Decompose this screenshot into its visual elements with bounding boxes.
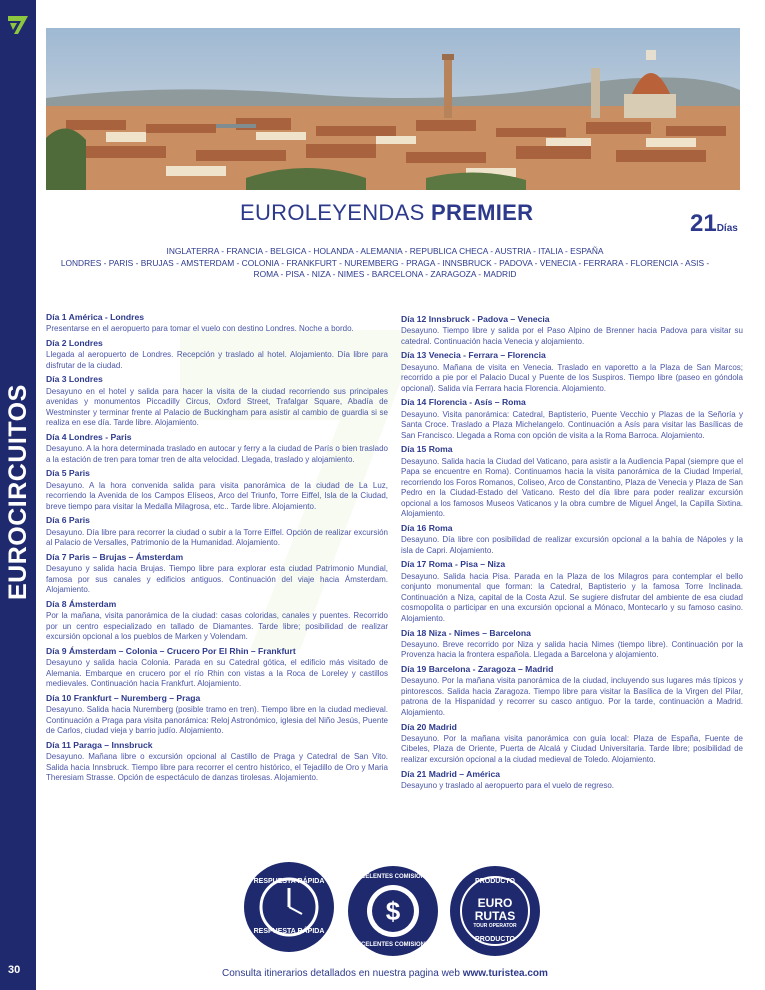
operator-text: TOUR OPERATOR <box>473 923 517 929</box>
itinerary-day-title: Día 6 Paris <box>46 515 90 526</box>
itinerary-day-text: Desayuno. Mañana libre o excursión opcional al Castillo de Praga y Catedral de San Vito. Salida hacia Innsbruck. Tiempo libre para recorrer el centro histórico, el Tejadillo de Oro y Maria Theresiam Strasse. Opción de espectáculo de danzas tirolesas. Alojamiento. <box>46 752 388 783</box>
itinerary-day-text: Desayuno y salida hacia Brujas. Tiempo libre para explorar esta ciudad Patrimonio Mundial, famosa por sus canales y edificios antiguos. Continuación del viaje hacia Ámsterdam. Alojamiento. <box>46 564 388 595</box>
itinerary-day-title: Día 21 Madrid – América <box>401 768 501 779</box>
itinerary-day-title: Día 17 Roma - Pisa – Niza <box>401 559 506 570</box>
itinerary-day-text: Desayuno. Por la mañana visita panorámica de la ciudad, incluyendo sus lugares más típicos y pintorescos. Salida hacia Zaragoza. Tiempo libre para visitar la Basílica de la Virgen del Pilar, patrona de la Hispanidad y recorrer su casco antiguo. Por la tarde, continuación a Madrid. Alojamiento. <box>401 676 743 717</box>
itinerary-day-title: Día 4 Londres - Paris <box>46 431 132 442</box>
itinerary-right-column <box>401 314 743 794</box>
itinerary-day <box>401 722 743 766</box>
cities-list <box>60 258 710 281</box>
fast-response-bottom-text: RESPUESTA RÁPIDA <box>253 928 325 935</box>
itinerary-day-text: Desayuno. A la hora determinada traslado en autocar y ferry a la ciudad de París o bien traslado a la estación de tren para tomar tren de alta velocidad. Llegada, traslado y alojamiento. <box>46 444 388 464</box>
itinerary-day-text: Desayuno. Por la mañana visita panorámica con guía local: Plaza de España, Fuente de Cibeles, Plaza de Oriente, Puerta de Alcalá y Ciudad Universitaria. Tarde libre; posibilidad de realizar excursión opcional a la ciudad medieval de Toledo. Alojamiento. <box>401 733 743 764</box>
itinerary-day-title: Día 18 Niza - Nimes – Barcelona <box>401 627 531 638</box>
itinerary-day-title: Día 2 Londres <box>46 337 103 348</box>
itinerary-day <box>401 664 743 719</box>
itinerary-day <box>401 523 743 556</box>
itinerary-day <box>401 314 743 347</box>
itinerary-day-text: Por la mañana, visita panorámica de la ciudad: casas coloridas, canales y puentes. Recorrido por un centro especializado en tallado de Diamantes. Tarde libre; posibilidad de realizar excursión opcional a los pueblos de Marken y Volendam. <box>46 611 388 642</box>
days-number: 21 <box>690 210 717 237</box>
itinerary-day-title: Día 11 Paraga – Innsbruck <box>46 739 153 750</box>
itinerary-day-title: Día 5 Paris <box>46 468 90 479</box>
itinerary-day-text: Presentarse en el aeropuerto para tomar el vuelo con destino Londres. Noche a bordo. <box>46 324 354 334</box>
footer-text: Consulta itinerarios detallados en nuestra pagina web <box>222 968 460 979</box>
sidebar <box>0 0 36 990</box>
itinerary-day <box>46 646 388 690</box>
itinerary-day <box>401 559 743 624</box>
itinerary-day-title: Día 12 Innsbruck - Padova – Venecia <box>401 314 550 324</box>
fast-response-badge <box>244 862 334 952</box>
cities-line-1: LONDRES - PARIS - BRUJAS - AMSTERDAM - COLONIA - FRANKFURT - NUREMBERG - PRAGA - INNSBRUCK - PADOVA - VENECIA - FERRARA - FLORENCIA - ASIS - <box>60 258 710 268</box>
itinerary-day <box>46 338 388 371</box>
product-top-text: PRODUCTO <box>475 878 515 885</box>
itinerary-day <box>46 432 388 465</box>
itinerary-day-text: Desayuno. Salida hacia Pisa. Parada en la Plaza de los Milagros para contemplar el bello conjunto monumental que forman: la Catedral, Baptisterio y la famosa Torre Inclinada. Continuación a Niza, capital de la Costa Azul. Se sugiere disfrutar del ambiente de esa ciudad cosmopolita o participar en una excursión opcional a Mónaco, Montecarlo y su famoso casino. Alojamiento. <box>401 571 743 623</box>
itinerary-day-title: Día 3 Londres <box>46 374 103 385</box>
itinerary-day <box>46 374 388 429</box>
itinerary-day <box>401 350 743 394</box>
days-unit: Días <box>716 223 738 234</box>
itinerary-day <box>46 515 388 548</box>
hero-city-photo <box>46 28 740 190</box>
cities-line-2: ROMA - PISA - NIZA - NIMES - BARCELONA - ZARAGOZA - MADRID <box>253 269 517 280</box>
itinerary-day-title: Día 14 Florencia - Asís – Roma <box>401 397 526 408</box>
itinerary-day-title: Día 7 Paris – Brujas – Ámsterdam <box>46 551 184 562</box>
tour-title <box>240 200 533 226</box>
itinerary-day-text: Desayuno. Visita panorámica: Catedral, Baptisterio, Puente Vecchio y Plazas de la Señoría y Santa Croce. Traslado a Plaza Michelangelo. Continuación a Asís para visitar las Basílicas de San Francisco. Llegada a Roma con opción de visita a la Roma Barroca. Alojamiento. <box>401 409 743 440</box>
itinerary-day <box>46 552 388 596</box>
itinerary-day <box>46 312 388 335</box>
footer <box>222 968 548 979</box>
itinerary-day-title: Día 10 Frankfurt – Nuremberg – Praga <box>46 692 201 703</box>
itinerary-day-text: Desayuno. Salida hacia Nuremberg (posible tramo en tren). Tiempo libre en la ciudad medieval. Continuación a Praga para visita panorámica: Reloj Astronómico, iglesia del Niño Jesús, Puente de Carlos, ciudad vieja y barrio judío. Alojamiento. <box>46 705 388 736</box>
itinerary-day-title: Día 16 Roma <box>401 523 453 534</box>
footer-url[interactable]: www.turistea.com <box>462 968 548 979</box>
itinerary-day-text: Desayuno. A la hora convenida salida para visita panorámica de la ciudad de La Luz, recorriendo la Avenida de los Campos Elíseos, Arco del Triunfo, Torre Eiffel, Isla de la Ciudad, breve tiempo para visitar la Medalla Milagrosa, etc.. Tarde libre. Alojamiento. <box>46 480 388 511</box>
tour-duration <box>690 210 738 238</box>
tour-title-bold: PREMIER <box>430 200 534 225</box>
itinerary-day-title: Día 9 Ámsterdam – Colonia – Crucero Por El Rhin – Frankfurt <box>46 645 296 656</box>
itinerary-day-text: Desayuno. Día libre con posibilidad de realizar excursión opcional a la bahía de Nápoles y la isla de Capri. Alojamiento. <box>401 535 743 555</box>
product-badge <box>450 866 540 956</box>
itinerary-day <box>401 628 743 661</box>
itinerary-day <box>401 444 743 520</box>
itinerary-day-title: Día 13 Venecia - Ferrara – Florencia <box>401 350 546 361</box>
itinerary-day-text: Desayuno. Salida hacia la Ciudad del Vaticano, para asistir a la Audiencia Papal (siempre que el Papa se encuentre en Roma). Continuamos hacia la visita panorámica de la Ciudad Imperial, recorriendo los Foros Romanos, Coliseo, Arco de Constantino, Plaza de Venecia y Plaza de San Pedro en la Ciudad-Estado del Vaticano. Resto del día libre para poder realizar excursión opcional a los famosos Museos Vaticanos y la obra cumbre de Miguel Ángel, la Capilla Sixtina. Alojamiento. <box>401 456 743 519</box>
commission-badge <box>348 866 438 956</box>
dollar-icon: $ <box>385 896 401 926</box>
fast-response-top-text: RESPUESTA RÁPIDA <box>253 878 325 885</box>
itinerary-day <box>46 693 388 737</box>
itinerary-day <box>401 397 743 441</box>
itinerary-day-title: Día 8 Ámsterdam <box>46 598 117 609</box>
countries-list: INGLATERRA - FRANCIA - BELGICA - HOLANDA - ALEMANIA - REPUBLICA CHECA - AUSTRIA - ITALIA - ESPAÑA <box>166 246 604 256</box>
section-vertical-label: EUROCIRCUITOS <box>4 384 32 600</box>
itinerary-day <box>401 769 743 792</box>
stopwatch-icon <box>244 862 334 952</box>
commission-bottom-text: EXCELENTES COMISIONES <box>352 942 433 948</box>
product-bottom-text: PRODUCTO <box>475 936 515 943</box>
itinerary-day-title: Día 15 Roma <box>401 444 453 455</box>
rutas-text: RUTAS <box>474 909 516 923</box>
tour-title-light: EUROLEYENDAS <box>240 200 425 225</box>
itinerary-day-text: Desayuno en el hotel y salida para hacer la visita de la ciudad recorriendo sus principales avenidas y monumentos Piccadilly Circus, Oxford Street, Trafalgar Square, Abadía de Westminster y terminar frente al Palacio de Buckingham para asistir al cambio de guardia si se realiza en ese día. Tarde libre. Alojamiento. <box>46 386 388 428</box>
itinerary-left-column <box>46 312 388 787</box>
itinerary-day-text: Desayuno y salida hacia Colonia. Parada en su Catedral gótica, el edificio más visitado de Alemania. Embarque en crucero por el río Rhin con vistas a la Roca de Loreley y castillos medievales. Continuación hacia Frankfurt. Alojamiento. <box>46 658 388 689</box>
euro-text: EURO <box>477 896 513 910</box>
page-number: 30 <box>8 964 21 976</box>
commission-top-text: EXCELENTES COMISIONES <box>352 874 433 880</box>
itinerary-day <box>46 740 388 784</box>
itinerary-day-title: Día 20 Madrid <box>401 721 457 732</box>
itinerary-day <box>46 599 388 643</box>
itinerary-day-title: Día 19 Barcelona - Zaragoza – Madrid <box>401 663 554 674</box>
itinerary-day-text: Desayuno y traslado al aeropuerto para el vuelo de regreso. <box>401 780 615 790</box>
brand-logo-icon <box>4 10 32 38</box>
itinerary-day-text: Desayuno. Día libre para recorrer la ciudad o subir a la Torre Eiffel. Opción de realizar excursión al Palacio de Versalles, Patrimonio de la Humanidad. Alojamiento. <box>46 527 388 548</box>
itinerary-day-text: Desayuno. Tiempo libre y salida por el Paso Alpino de Brenner hacia Padova para visitar su catedral. Continuación hacia Venecia y alojamiento. <box>401 326 743 346</box>
itinerary-day <box>46 468 388 512</box>
itinerary-day-text: Desayuno. Mañana de visita en Venecia. Traslado en vaporetto a la Plaza de San Marcos; recorrido a pie por el Palacio Ducal y Puente de los Suspiros. Tiempo libre (paseo en góndola opcional). Salida vía Ferrara hacia Florencia. Alojamiento. <box>401 362 743 393</box>
itinerary-day-text: Desayuno. Breve recorrido por Niza y salida hacia Nimes (tiempo libre). Continuación por la Provenza hacia la frontera española. Llegada a Barcelona y alojamiento. <box>401 639 743 660</box>
itinerary-day-text: Llegada al aeropuerto de Londres. Recepción y traslado al hotel. Alojamiento. Día libre para disfrutar de la ciudad. <box>46 350 388 370</box>
itinerary-day-title: Día 1 América - Londres <box>46 312 145 322</box>
